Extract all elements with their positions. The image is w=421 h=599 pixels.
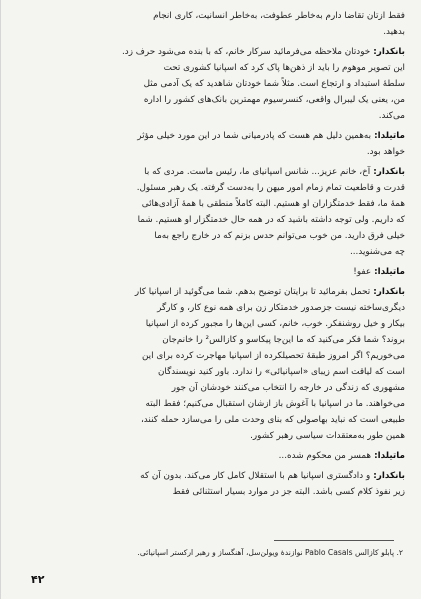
text-line: [35, 228, 405, 244]
line-text: چه می‌شنوید...: [349, 247, 405, 257]
line-text: همهٔ ما، فقط خدمتگزاران او هستیم. البته کاملاً منطقی با همهٔ آزادی‌هائی: [141, 199, 405, 209]
text-line: [35, 428, 405, 444]
line-text: خیلی فرق دارید. من خوب می‌توانم حدس بزنم که در خارج راجع به‌ما: [154, 231, 405, 241]
line-text: همسر من محکوم شده...: [278, 451, 372, 461]
line-text: قدرت و قاطعیت تمام زمام امور میهن را به‌دست گرفته. یک رهبر مسئول.: [136, 183, 405, 193]
dialogue-paragraph: [35, 8, 405, 40]
dialogue-text: [35, 8, 405, 500]
line-text: سلطهٔ استبداد و ارتجاع است. مثلاً شما خودتان شاهدید که یک آدمی مثل: [143, 79, 405, 89]
line-text: این تصویر موهوم را باید از ذهن‌ها پاک کرد که اسپانیا کشوری تحت: [163, 63, 405, 73]
speaker-label: بانکدار:: [370, 471, 405, 481]
text-line: [35, 412, 405, 428]
footnote-divider: [274, 540, 394, 541]
text-line: [35, 484, 405, 500]
line-text: می‌خواهند. ما در اسپانیا با آغوش باز ازشان استقبال می‌کنیم؛ فقط البته: [145, 399, 405, 409]
line-text: عفو!: [353, 267, 372, 277]
speaker-label: ماتیلدا:: [371, 131, 405, 141]
dialogue-paragraph: [35, 284, 405, 444]
text-line: [35, 448, 405, 464]
text-line: [35, 144, 405, 160]
text-line: [35, 300, 405, 316]
dialogue-paragraph: [35, 164, 405, 260]
text-line: [35, 284, 405, 300]
dialogue-paragraph: [35, 44, 405, 124]
text-line: [35, 8, 405, 24]
dialogue-paragraph: [35, 448, 405, 464]
dialogue-paragraph: [35, 468, 405, 500]
line-text: و دادگستری اسپانیا هم با استقلال کامل کار می‌کند. بدون آن که: [140, 471, 371, 481]
line-text: من، یعنی یک لیبرال واقعی، کنسرسیوم مهمترین بانک‌های کشور را اداره: [143, 95, 405, 105]
line-text: فقط ازتان تقاضا دارم به‌خاطر عطوفت، به‌خاطر انسانیت، کاری انجام: [153, 11, 405, 21]
line-text: زیر نفوذ کلام کسی باشد. البته جز در موارد بسیار استثنائی فقط: [172, 487, 405, 497]
text-line: [35, 244, 405, 260]
text-line: [35, 396, 405, 412]
page-number: ۴۲: [31, 573, 45, 586]
speaker-label: ماتیلدا:: [371, 451, 405, 461]
speaker-label: بانکدار:: [370, 47, 405, 57]
speaker-label: ماتیلدا:: [371, 267, 405, 277]
dialogue-paragraph: [35, 264, 405, 280]
text-line: [35, 128, 405, 144]
line-text: مشهوری که زندگی در خارجه را انتخاب می‌کنند خودشان آن جور: [171, 383, 405, 393]
footnote: ۲. پابلو کازالس Pablo Casals نوازندهٔ ویولن‌سل، آهنگساز و رهبر ارکستر اسپانیائی.: [137, 548, 403, 557]
line-text: آخ، خانم عزیز... شانس اسپانیای ما، رئیس ماست. مردی که با: [144, 167, 371, 177]
line-text: خودتان ملاحظه می‌فرمائید سرکار خانم، که با بنده می‌شود حرف زد.: [122, 47, 371, 57]
line-text: بدهید.: [383, 27, 405, 37]
speaker-label: بانکدار:: [370, 287, 405, 297]
text-line: [35, 24, 405, 40]
text-line: [35, 180, 405, 196]
line-text: طبیعی است که نباید بهاصولی که بنای وحدت ملی را می‌سازد حمله کنند،: [140, 415, 405, 425]
line-text: بیکار و خیل روشنفکر. خوب، خانم، کسی این‌ها را مجبور کرده از اسپانیا: [145, 319, 405, 329]
text-line: [35, 316, 405, 332]
dialogue-paragraph: [35, 128, 405, 160]
line-text: همین طور به‌معتقدات سیاسی رهبر کشور.: [250, 431, 405, 441]
line-text: بروند؟ شما فکر می‌کنید که ما این‌جا پیکاسو و کازالس² را خانم‌جان: [162, 335, 405, 345]
text-line: [35, 212, 405, 228]
text-line: [35, 348, 405, 364]
text-line: [35, 60, 405, 76]
text-line: [35, 332, 405, 348]
line-text: می‌کند.: [378, 111, 405, 121]
text-line: [35, 76, 405, 92]
text-line: [35, 380, 405, 396]
text-line: [35, 92, 405, 108]
text-line: [35, 264, 405, 280]
text-line: [35, 164, 405, 180]
line-text: است که لیاقت اسم زیبای «اسپانیائی» را ندارد. باور کنید نویسندگان: [157, 367, 405, 377]
line-text: می‌خوریم؟ اگر امروز طبقهٔ تحصیلکرده از اسپانیا مهاجرت کرده برای این: [141, 351, 405, 361]
line-text: به‌همین دلیل هم هست که پادرمیانی شما در این مورد خیلی مؤثر: [137, 131, 372, 141]
line-text: دیگری‌ساخته نیست جزصدور خدمتکار زن برای همه نوع کار، و کارگر: [157, 303, 405, 313]
text-line: [35, 364, 405, 380]
text-line: [35, 44, 405, 60]
line-text: تحمل بفرمائید تا برایتان توضیح بدهم. شما می‌گوئید از اسپانیا کار: [134, 287, 371, 297]
line-text: که داریم. ولی توجه داشته باشید که در همه حال خدمتگزار او هستیم. شما: [137, 215, 405, 225]
line-text: خواهد بود.: [366, 147, 405, 157]
speaker-label: بانکدار:: [370, 167, 405, 177]
text-line: [35, 196, 405, 212]
text-line: [35, 468, 405, 484]
text-line: [35, 108, 405, 124]
